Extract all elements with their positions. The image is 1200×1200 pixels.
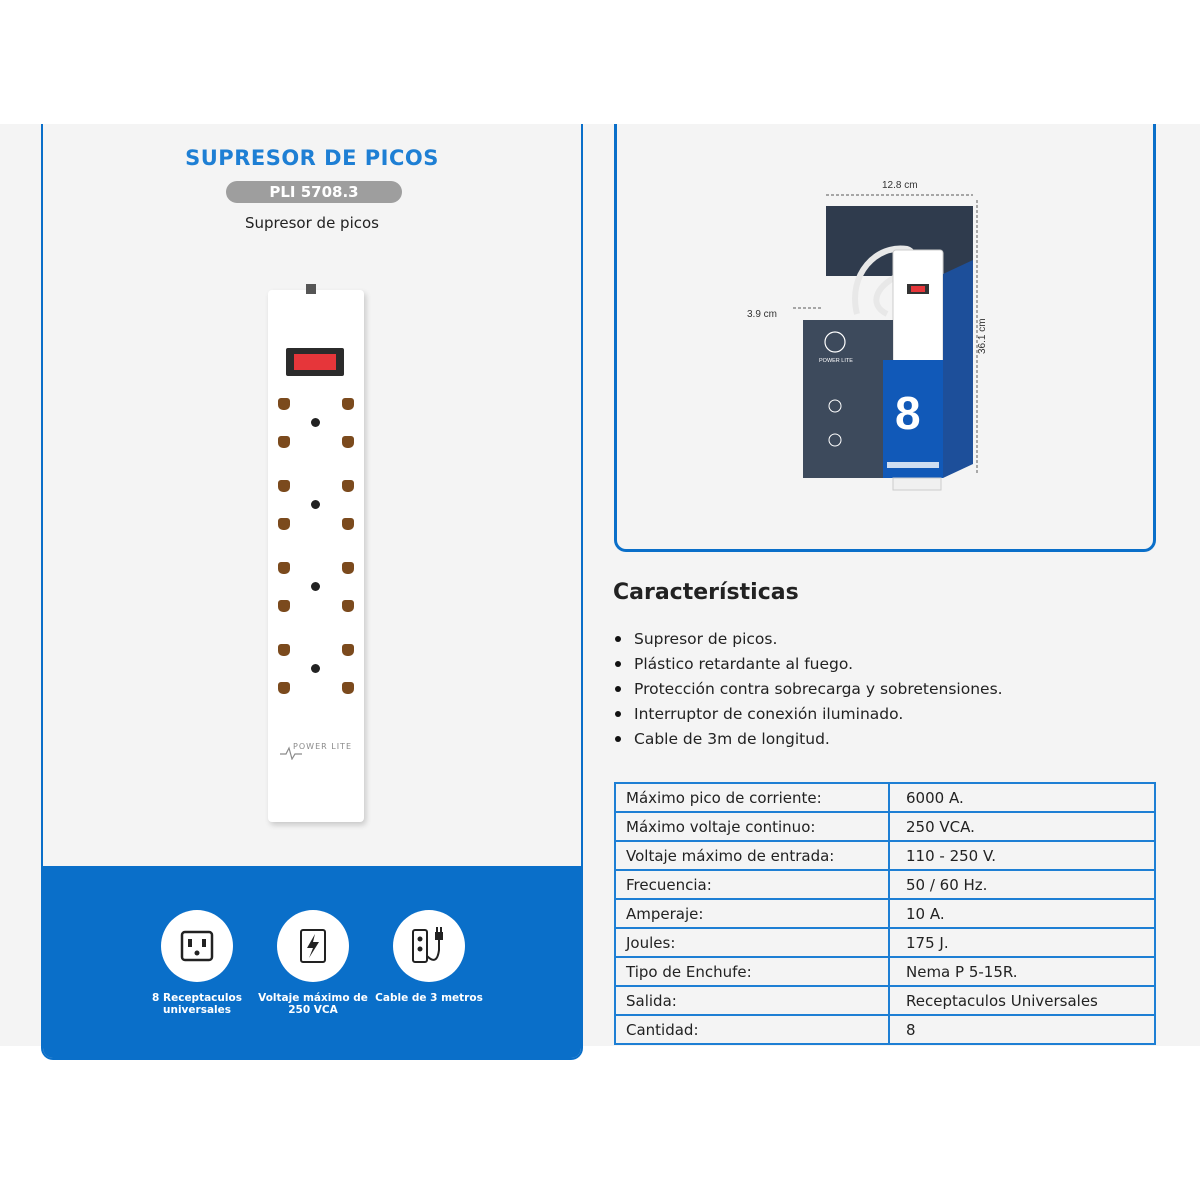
product-title: SUPRESOR DE PICOS — [185, 146, 439, 170]
product-panel — [41, 124, 583, 1060]
list-item: Interruptor de conexión iluminado. — [612, 703, 1003, 728]
spec-label: Cantidad: — [615, 1015, 889, 1044]
characteristics-list — [612, 628, 1003, 753]
spec-value: 10 A. — [889, 899, 1155, 928]
power-strip-image — [268, 290, 364, 822]
outlet — [278, 398, 354, 448]
spec-value: 110 - 250 V. — [889, 841, 1155, 870]
strip-reset-button — [306, 284, 316, 294]
package-big-number: 8 — [895, 387, 921, 439]
spec-label: Salida: — [615, 986, 889, 1015]
cable-plug-icon — [393, 910, 465, 982]
lightning-icon — [277, 910, 349, 982]
model-badge: PLI 5708.3 — [226, 181, 402, 203]
height-dimension: 36.1 cm — [977, 318, 988, 354]
list-item: Plástico retardante al fuego. — [612, 653, 1003, 678]
spec-label: Tipo de Enchufe: — [615, 957, 889, 986]
package-brand: POWER LITE — [819, 358, 853, 364]
spec-label: Joules: — [615, 928, 889, 957]
spec-value: Receptaculos Universales — [889, 986, 1155, 1015]
table-row — [615, 986, 1155, 1015]
list-item: Protección contra sobrecarga y sobretensiones. — [612, 678, 1003, 703]
feature-label: Cable de 3 metros — [375, 992, 483, 1004]
list-item: Supresor de picos. — [612, 628, 1003, 653]
spec-value: 175 J. — [889, 928, 1155, 957]
spec-label: Frecuencia: — [615, 870, 889, 899]
outlet — [278, 480, 354, 530]
spec-label: Voltaje máximo de entrada: — [615, 841, 889, 870]
width-dimension: 12.8 cm — [882, 180, 918, 191]
list-item: Cable de 3m de longitud. — [612, 728, 1003, 753]
table-row — [615, 957, 1155, 986]
table-row — [615, 870, 1155, 899]
brand-logo — [280, 742, 352, 768]
outlet-icon — [161, 910, 233, 982]
spec-value: 250 VCA. — [889, 812, 1155, 841]
specs-table — [614, 782, 1156, 1045]
table-row — [615, 783, 1155, 812]
spec-label: Amperaje: — [615, 899, 889, 928]
outlet — [278, 562, 354, 612]
feature-outlets — [137, 910, 257, 1016]
outlet — [278, 644, 354, 694]
package-panel — [614, 124, 1156, 552]
table-row — [615, 1015, 1155, 1044]
spec-label: Máximo pico de corriente: — [615, 783, 889, 812]
feature-label: Voltaje máximo de 250 VCA — [258, 992, 368, 1016]
feature-label: 8 Receptaculos universales — [152, 992, 242, 1016]
illuminated-switch — [286, 348, 344, 376]
spec-value: Nema P 5-15R. — [889, 957, 1155, 986]
depth-dimension: 3.9 cm — [747, 309, 778, 320]
spec-value: 6000 A. — [889, 783, 1155, 812]
feature-voltage — [253, 910, 373, 1016]
spec-value: 50 / 60 Hz. — [889, 870, 1155, 899]
characteristics-title: Características — [613, 580, 799, 605]
table-row — [615, 812, 1155, 841]
package-illustration — [617, 124, 1153, 549]
table-row — [615, 899, 1155, 928]
spec-value: 8 — [889, 1015, 1155, 1044]
brand-logo-text: POWER LITE — [293, 742, 352, 751]
product-subtitle: Supresor de picos — [245, 214, 379, 232]
table-row — [615, 928, 1155, 957]
feature-cable — [369, 910, 489, 1004]
features-footer — [43, 866, 581, 1060]
spec-label: Máximo voltaje continuo: — [615, 812, 889, 841]
table-row — [615, 841, 1155, 870]
